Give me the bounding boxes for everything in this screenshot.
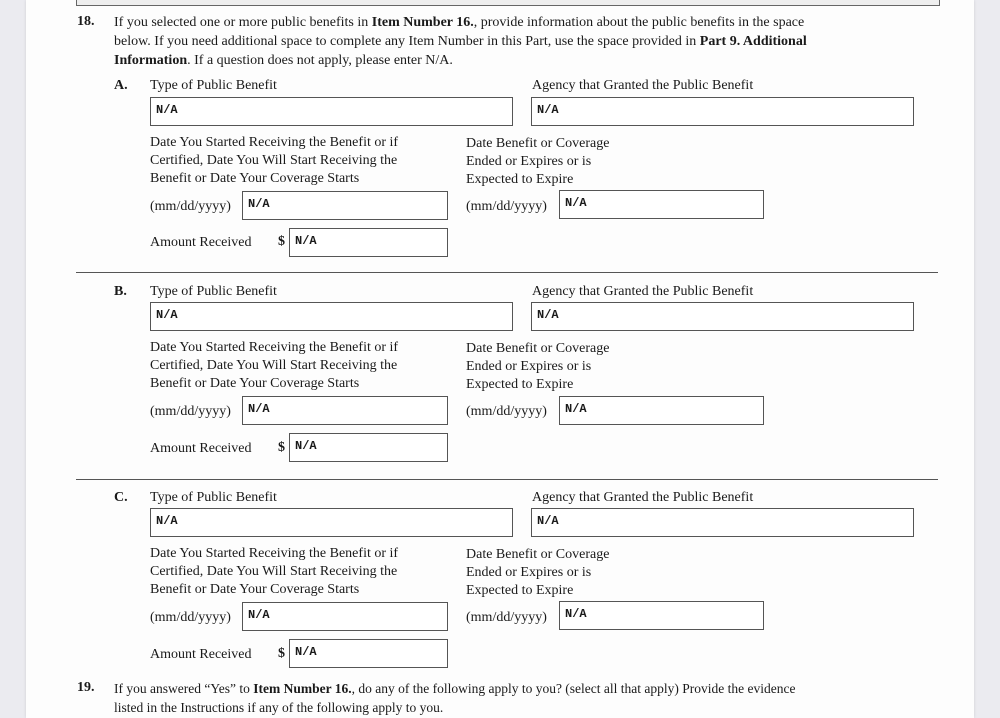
dollar-sign: $ [278, 646, 285, 661]
type-of-benefit-label: Type of Public Benefit [150, 78, 277, 93]
end-date-format-label: (mm/dd/yyyy) [466, 199, 547, 214]
form-page [26, 0, 974, 718]
amount-received-field[interactable]: N/A [289, 433, 448, 462]
end-date-field[interactable]: N/A [559, 601, 764, 630]
amount-received-label: Amount Received [150, 441, 252, 456]
amount-received-label: Amount Received [150, 235, 252, 250]
dollar-sign: $ [278, 440, 285, 455]
start-date-format-label: (mm/dd/yyyy) [150, 404, 231, 419]
type-of-benefit-label: Type of Public Benefit [150, 490, 277, 505]
item-18-number: 18. [77, 14, 95, 29]
end-date-field[interactable]: N/A [559, 190, 764, 219]
end-date-label: Date Benefit or Coverage Ended or Expires or is Expected to Expire [466, 341, 610, 392]
previous-item-box-edge [76, 0, 940, 6]
section-letter: B. [114, 284, 127, 299]
end-date-field[interactable]: N/A [559, 396, 764, 425]
start-date-format-label: (mm/dd/yyyy) [150, 610, 231, 625]
agency-label: Agency that Granted the Public Benefit [532, 284, 754, 299]
item-18-instructions: If you selected one or more public benefits in Item Number 16., provide information about the public benefits in the space below. If you need additional space to complete any Item Number in this Part, use the space provided in Part 9. Additional Information. If a question does not apply, please enter N/A. [114, 15, 807, 68]
section-divider [76, 479, 938, 480]
start-date-field[interactable]: N/A [242, 191, 448, 220]
type-of-benefit-field[interactable]: N/A [150, 508, 513, 537]
start-date-label: Date You Started Receiving the Benefit or if Certified, Date You Will Start Receiving the Benefit or Date Your Coverage Starts [150, 135, 399, 186]
agency-label: Agency that Granted the Public Benefit [532, 490, 754, 505]
type-of-benefit-field[interactable]: N/A [150, 97, 513, 126]
start-date-label: Date You Started Receiving the Benefit or if Certified, Date You Will Start Receiving the Benefit or Date Your Coverage Starts [150, 340, 399, 391]
start-date-field[interactable]: N/A [242, 602, 448, 631]
type-of-benefit-label: Type of Public Benefit [150, 284, 277, 299]
dollar-sign: $ [278, 234, 285, 249]
item-19-number: 19. [77, 680, 95, 695]
section-divider [76, 272, 938, 273]
type-of-benefit-field[interactable]: N/A [150, 302, 513, 331]
agency-field[interactable]: N/A [531, 508, 914, 537]
end-date-format-label: (mm/dd/yyyy) [466, 610, 547, 625]
start-date-format-label: (mm/dd/yyyy) [150, 199, 231, 214]
end-date-label: Date Benefit or Coverage Ended or Expires or is Expected to Expire [466, 136, 610, 187]
agency-field[interactable]: N/A [531, 302, 914, 331]
amount-received-field[interactable]: N/A [289, 228, 448, 257]
start-date-field[interactable]: N/A [242, 396, 448, 425]
amount-received-field[interactable]: N/A [289, 639, 448, 668]
item-19-instructions: If you answered “Yes” to Item Number 16., do any of the following apply to you? (select all that apply) Provide the evidence listed in the Instructions if any of the following apply to you. [114, 681, 796, 715]
end-date-label: Date Benefit or Coverage Ended or Expires or is Expected to Expire [466, 547, 610, 598]
agency-label: Agency that Granted the Public Benefit [532, 78, 754, 93]
section-letter: A. [114, 78, 128, 93]
section-letter: C. [114, 490, 128, 505]
amount-received-label: Amount Received [150, 647, 252, 662]
agency-field[interactable]: N/A [531, 97, 914, 126]
start-date-label: Date You Started Receiving the Benefit or if Certified, Date You Will Start Receiving the Benefit or Date Your Coverage Starts [150, 546, 399, 597]
end-date-format-label: (mm/dd/yyyy) [466, 404, 547, 419]
